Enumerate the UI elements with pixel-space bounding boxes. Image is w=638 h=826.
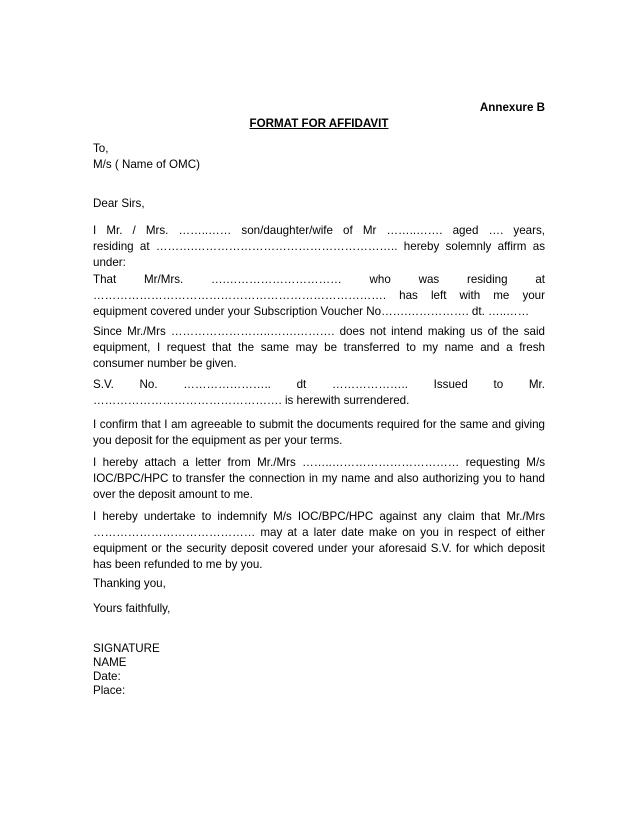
address-company: M/s ( Name of OMC) bbox=[93, 158, 200, 171]
paragraph-indemnity: I hereby undertake to indemnify M/s IOC/BPC/HPC against any claim that Mr./Mrs …………………………………… may at a later date make on you in respect of either equipment or the security deposit covered under your aforesaid S.V. for which deposit has been refunded to me by you. bbox=[93, 510, 545, 571]
equipment-line-2: …………………………………………………………………. has left with me your bbox=[93, 289, 545, 302]
declaration-line-2: residing at ……….…………………………………………….. hereby solemnly affirm as bbox=[93, 240, 545, 253]
paragraph-sv-surrender bbox=[93, 377, 545, 409]
equipment-line-3: equipment covered under your Subscription Voucher No…….……………. dt. …..…… bbox=[93, 305, 530, 318]
salutation: Dear Sirs, bbox=[93, 197, 145, 210]
place-label: Place: bbox=[93, 684, 126, 697]
date-label: Date: bbox=[93, 670, 121, 683]
declaration-line-1: I Mr. / Mrs. ……..…… son/daughter/wife of Mr ……..……. aged …. years, bbox=[93, 224, 545, 237]
closing-thanking: Thanking you, bbox=[93, 577, 166, 590]
closing-yours-faithfully: Yours faithfully, bbox=[93, 602, 171, 615]
signature-label: SIGNATURE bbox=[93, 642, 160, 655]
sv-line-1: S.V. No. ………………….. dt ……………….. Issued to Mr. bbox=[93, 378, 545, 391]
equipment-line-1: That Mr/Mrs. ….………………………… who was residing at bbox=[93, 273, 545, 286]
paragraph-equipment bbox=[93, 272, 545, 320]
annexure-label: Annexure B bbox=[479, 101, 545, 114]
paragraph-confirmation: I confirm that I am agreeable to submit the documents required for the same and giving you deposit for the equipment as per your terms. bbox=[93, 418, 545, 447]
sv-line-2: …………………………………………. is herewith surrendered. bbox=[93, 394, 410, 407]
declaration-line-3: under: bbox=[93, 256, 126, 269]
paragraph-declaration bbox=[93, 223, 545, 271]
name-label: NAME bbox=[93, 656, 127, 669]
document-title: FORMAT FOR AFFIDAVIT bbox=[249, 117, 389, 130]
paragraph-attachment: I hereby attach a letter from Mr./Mrs ……..…………………………… requesting M/s IOC/BPC/HPC to transfer the connection in my name and also authorizing you to hand over the deposit amount to me. bbox=[93, 456, 545, 501]
paragraph-transfer-request: Since Mr./Mrs ……………………..…….………. does not intend making us of the said equipment, I request that the same may be transferred to my name and a fresh consumer number be given. bbox=[93, 325, 545, 370]
address-to: To, bbox=[93, 142, 109, 155]
